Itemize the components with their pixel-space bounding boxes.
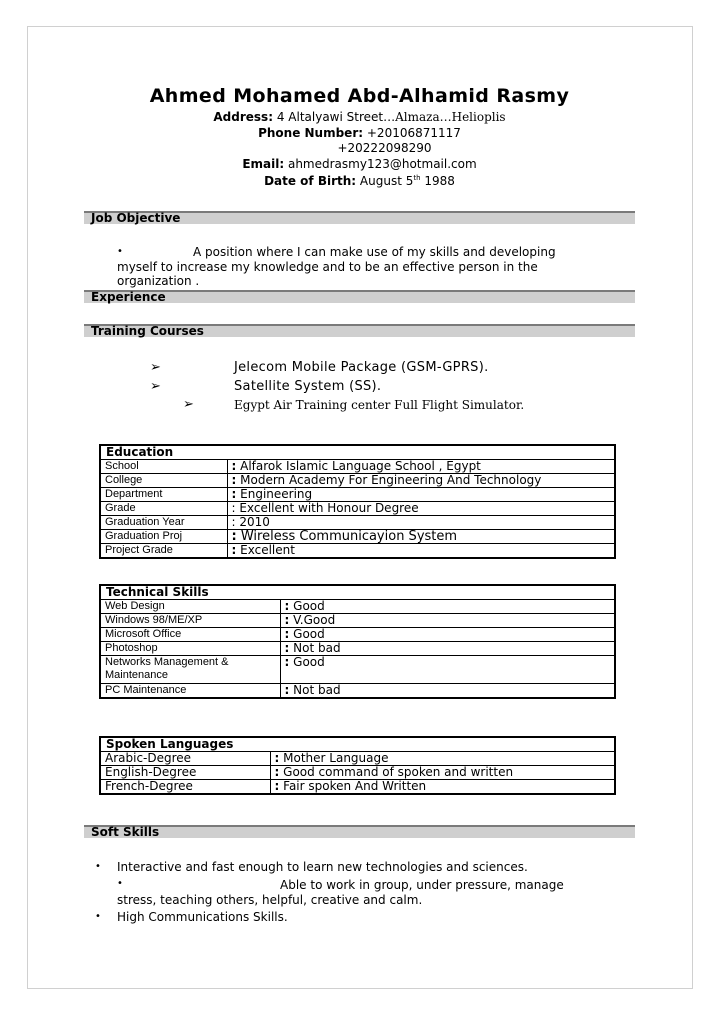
- phone-label: Phone Number:: [258, 126, 364, 140]
- table-row: [100, 642, 615, 656]
- job-objective-line3: organization .: [117, 274, 200, 288]
- table-row: [100, 766, 615, 780]
- skill-value: : Not bad: [280, 642, 615, 656]
- phone-line-2: [0, 141, 719, 155]
- section-training-courses: Training Courses: [84, 324, 635, 337]
- phone-line: [0, 126, 719, 140]
- phone-2: +20222098290: [337, 141, 432, 155]
- technical-skills-title: Technical Skills: [100, 585, 615, 600]
- skill-value: : Not bad: [280, 684, 615, 699]
- arrow-bullet-icon: ➢: [150, 379, 161, 394]
- language-label: Arabic-Degree: [100, 752, 270, 766]
- table-row: [100, 460, 615, 474]
- applicant-name: Ahmed Mohamed Abd-Alhamid Rasmy: [149, 85, 570, 107]
- education-label: College: [100, 474, 227, 488]
- education-value: : Engineering: [227, 488, 615, 502]
- skill-label: Photoshop: [100, 642, 280, 656]
- soft-skill-item-2-line1: Able to work in group, under pressure, manage: [280, 878, 564, 892]
- skill-label: Web Design: [100, 600, 280, 614]
- education-label: Graduation Year: [100, 516, 227, 530]
- section-job-objective: Job Objective: [84, 211, 635, 224]
- table-row: [100, 516, 615, 530]
- education-label: Graduation Proj: [100, 530, 227, 544]
- training-course-3: Egypt Air Training center Full Flight Simulator.: [234, 398, 525, 412]
- section-experience: Experience: [84, 290, 635, 303]
- soft-skill-item-2-line2: stress, teaching others, helpful, creative and calm.: [117, 893, 423, 907]
- language-label: English-Degree: [100, 766, 270, 780]
- address-label: Address:: [213, 110, 273, 124]
- skill-value: : V.Good: [280, 614, 615, 628]
- table-row: [100, 752, 615, 766]
- arrow-bullet-icon: ➢: [150, 360, 161, 375]
- education-table: [99, 444, 616, 559]
- spoken-languages-table: [99, 736, 616, 795]
- job-objective-line2: myself to increase my knowledge and to be an effective person in the: [117, 260, 538, 274]
- skill-value: : Good: [280, 628, 615, 642]
- dob-label: Date of Birth:: [264, 174, 357, 188]
- education-title: Education: [100, 445, 615, 460]
- skill-label: PC Maintenance: [100, 684, 280, 699]
- table-row: [100, 656, 615, 684]
- language-label: French-Degree: [100, 780, 270, 795]
- education-value: : 2010: [227, 516, 615, 530]
- education-value: : Alfarok Islamic Language School , Egypt: [227, 460, 615, 474]
- education-label: Department: [100, 488, 227, 502]
- education-value: : Excellent with Honour Degree: [227, 502, 615, 516]
- table-row: [100, 600, 615, 614]
- education-value: : Modern Academy For Engineering And Technology: [227, 474, 615, 488]
- language-value: : Mother Language: [270, 752, 615, 766]
- table-row: [100, 684, 615, 699]
- email-line: [0, 157, 719, 171]
- soft-skill-bullet: •: [95, 861, 101, 872]
- section-soft-skills: Soft Skills: [84, 825, 635, 838]
- training-course-1: Jelecom Mobile Package (GSM-GPRS).: [234, 360, 489, 375]
- soft-skill-bullet: •: [95, 911, 101, 922]
- education-label: School: [100, 460, 227, 474]
- dob-year: 1988: [424, 174, 455, 188]
- table-row: [100, 780, 615, 795]
- address-street: 4 Altalyawi Street: [276, 110, 384, 124]
- table-row: [100, 530, 615, 544]
- language-value: : Fair spoken And Written: [270, 780, 615, 795]
- job-objective-line1: A position where I can make use of my skills and developing: [193, 245, 556, 259]
- education-value: : Wireless Communicayion System: [227, 530, 615, 544]
- skill-label: Microsoft Office: [100, 628, 280, 642]
- dob-sup: th: [413, 174, 421, 182]
- skill-label: Windows 98/ME/XP: [100, 614, 280, 628]
- email-value: ahmedrasmy123@hotmail.com: [287, 157, 477, 171]
- table-row: [100, 544, 615, 559]
- training-course-2: Satellite System (SS).: [234, 379, 382, 394]
- table-row: [100, 628, 615, 642]
- soft-skill-bullet: •: [117, 878, 123, 889]
- skill-value: : Good: [280, 656, 615, 684]
- table-row: [100, 502, 615, 516]
- technical-skills-table: [99, 584, 616, 699]
- dob-month: August 5: [359, 174, 414, 188]
- soft-skill-item-1: Interactive and fast enough to learn new technologies and sciences.: [117, 860, 528, 874]
- table-row: [100, 488, 615, 502]
- address-line: [0, 110, 719, 124]
- education-label: Project Grade: [100, 544, 227, 559]
- job-objective-bullet: •: [117, 246, 123, 257]
- skill-label: Networks Management & Maintenance: [100, 656, 280, 684]
- education-value: : Excellent: [227, 544, 615, 559]
- phone-1: +20106871117: [366, 126, 461, 140]
- language-value: : Good command of spoken and written: [270, 766, 615, 780]
- dob-line: [0, 174, 719, 188]
- address-rest: …Almaza…Helioplis: [383, 110, 506, 124]
- spoken-languages-title: Spoken Languages: [100, 737, 615, 752]
- education-label: Grade: [100, 502, 227, 516]
- soft-skill-item-3: High Communications Skills.: [117, 910, 288, 924]
- table-row: [100, 474, 615, 488]
- skill-value: : Good: [280, 600, 615, 614]
- email-label: Email:: [242, 157, 285, 171]
- table-row: [100, 614, 615, 628]
- arrow-bullet-icon: ➢: [183, 397, 194, 412]
